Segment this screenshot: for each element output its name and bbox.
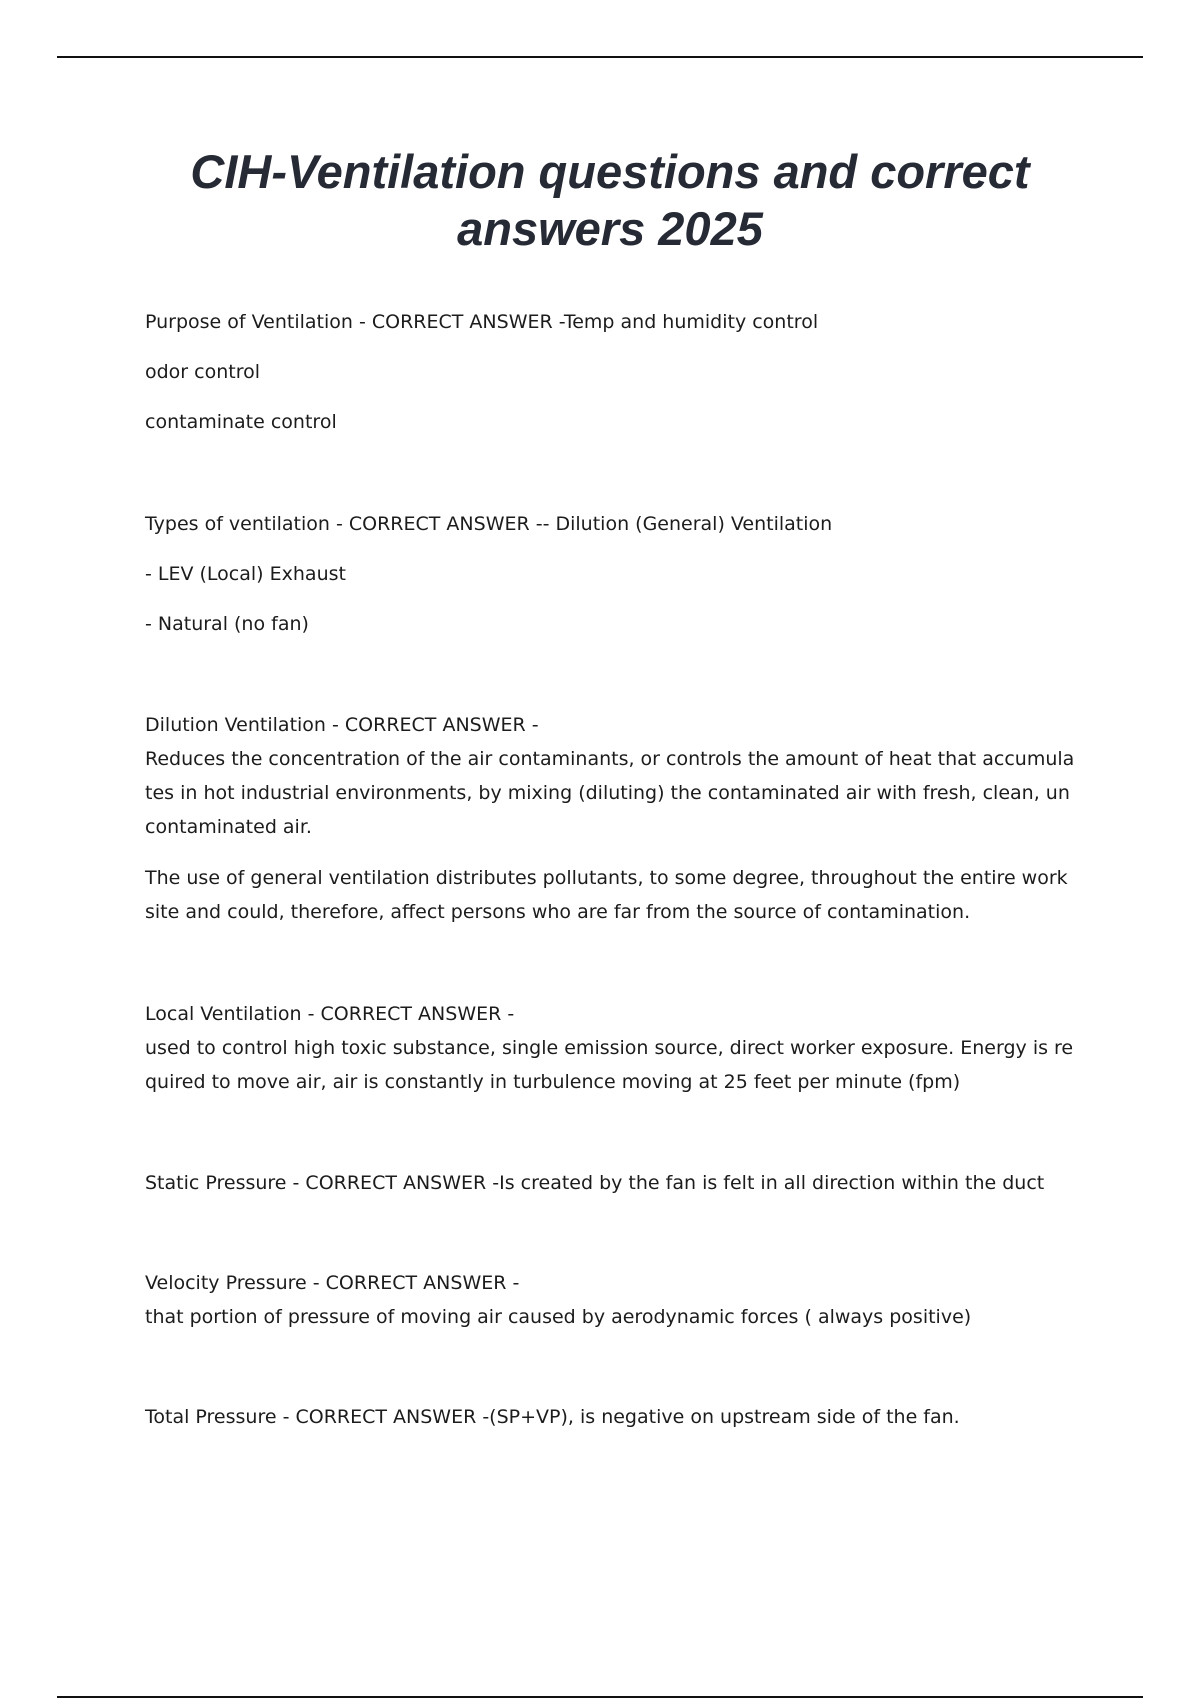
qa-1-line-3: contaminate control xyxy=(145,411,337,433)
qa-6-line-2: that portion of pressure of moving air caused by aerodynamic forces ( always positive) xyxy=(145,1306,972,1328)
qa-3-line-2: Reduces the concentration of the air contaminants, or controls the amount of heat that accumula xyxy=(145,748,1075,770)
qa-2-line-3: - Natural (no fan) xyxy=(145,613,309,635)
qa-3-line-3: tes in hot industrial environments, by mixing (diluting) the contaminated air with fresh, clean, un xyxy=(145,782,1070,804)
title-line-2: answers 2025 xyxy=(457,202,763,255)
qa-7-question: Total Pressure - CORRECT ANSWER -(SP+VP), is negative on upstream side of the fan. xyxy=(145,1406,960,1428)
qa-3-line-4: contaminated air. xyxy=(145,816,312,838)
qa-3-question: Dilution Ventilation - CORRECT ANSWER - xyxy=(145,714,539,736)
qa-4-question: Local Ventilation - CORRECT ANSWER - xyxy=(145,1003,515,1025)
qa-6-question: Velocity Pressure - CORRECT ANSWER - xyxy=(145,1272,520,1294)
qa-4-line-3: quired to move air, air is constantly in turbulence moving at 25 feet per minute (fpm) xyxy=(145,1071,961,1093)
qa-4-line-2: used to control high toxic substance, single emission source, direct worker exposure. Energy is re xyxy=(145,1037,1074,1059)
document-title xyxy=(110,143,1110,257)
bottom-rule xyxy=(57,1696,1143,1698)
qa-1-question: Purpose of Ventilation - CORRECT ANSWER -Temp and humidity control xyxy=(145,311,819,333)
qa-3-line-5: The use of general ventilation distributes pollutants, to some degree, throughout the entire work xyxy=(145,867,1068,889)
qa-5-question: Static Pressure - CORRECT ANSWER -Is created by the fan is felt in all direction within the duct xyxy=(145,1172,1045,1194)
qa-2-line-2: - LEV (Local) Exhaust xyxy=(145,563,346,585)
qa-3-line-6: site and could, therefore, affect persons who are far from the source of contamination. xyxy=(145,901,971,923)
qa-1-line-2: odor control xyxy=(145,361,261,383)
top-rule xyxy=(57,56,1143,58)
title-line-1: CIH-Ventilation questions and correct xyxy=(190,145,1030,198)
qa-2-question: Types of ventilation - CORRECT ANSWER -- Dilution (General) Ventilation xyxy=(145,513,833,535)
